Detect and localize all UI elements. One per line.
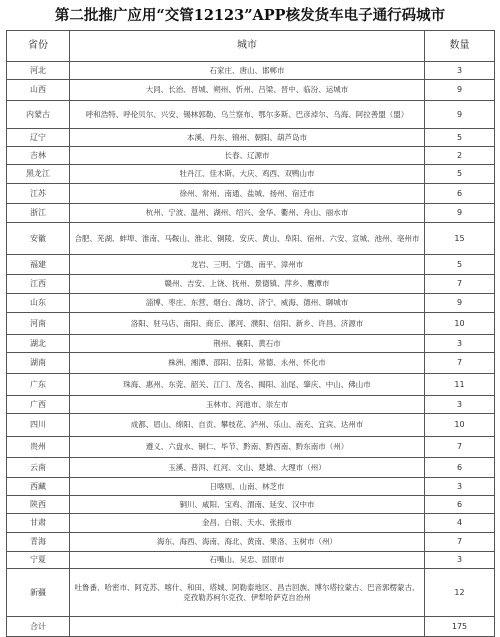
province-cell: 浙江 <box>7 204 70 223</box>
province-cell: 河北 <box>7 62 70 80</box>
cities-cell: 龙岩、三明、宁德、南平、漳州市 <box>70 255 425 275</box>
province-cell: 湖南 <box>7 353 70 374</box>
cities-cell: 牡丹江、佳木斯、大庆、鸡西、双鸭山市 <box>70 165 425 184</box>
table-row <box>7 514 495 533</box>
table-row <box>7 414 495 437</box>
cities-cell: 成都、眉山、绵阳、自贡、攀枝花、泸州、乐山、南充、宜宾、达州市 <box>70 414 425 437</box>
table-row <box>7 165 495 184</box>
province-cell: 福建 <box>7 255 70 275</box>
province-cell: 宁夏 <box>7 552 70 569</box>
table-row <box>7 223 495 255</box>
city-header: 城市 <box>70 31 425 62</box>
province-cell: 湖北 <box>7 335 70 353</box>
count-cell: 5 <box>425 165 495 184</box>
cities-cell: 大同、长治、晋城、朔州、忻州、吕梁、晋中、临汾、运城市 <box>70 80 425 101</box>
table-row <box>7 129 495 147</box>
table-row <box>7 374 495 396</box>
cities-cell: 吐鲁番、哈密市、阿克苏、喀什、和田、塔城、阿勒泰地区、昌吉回族、博尔塔拉蒙古、巴音郭楞蒙古、克孜勒苏柯尔克孜、伊犁哈萨克自治州 <box>70 569 425 617</box>
count-cell: 9 <box>425 101 495 129</box>
province-cell: 江西 <box>7 275 70 294</box>
cities-cell: 株洲、湘潭、邵阳、岳阳、常德、永州、怀化市 <box>70 353 425 374</box>
province-cell: 广东 <box>7 374 70 396</box>
table-row <box>7 458 495 478</box>
total-count: 175 <box>425 617 495 637</box>
table-row <box>7 496 495 514</box>
count-cell: 9 <box>425 204 495 223</box>
city-table <box>6 30 495 637</box>
count-cell: 4 <box>425 514 495 533</box>
table-body <box>7 62 495 617</box>
province-cell: 山东 <box>7 294 70 313</box>
total-label: 合计 <box>7 617 70 637</box>
province-cell: 贵州 <box>7 437 70 458</box>
count-cell: 3 <box>425 62 495 80</box>
table-row <box>7 275 495 294</box>
count-cell: 6 <box>425 496 495 514</box>
table-row <box>7 184 495 204</box>
table-row <box>7 80 495 101</box>
total-empty-cell <box>70 617 425 637</box>
cities-cell: 呼和浩特、呼伦贝尔、兴安、锡林郭勒、乌兰察布、鄂尔多斯、巴彦淖尔、乌海、阿拉善盟（盟） <box>70 101 425 129</box>
count-cell: 11 <box>425 374 495 396</box>
province-cell: 广西 <box>7 396 70 414</box>
table-row <box>7 255 495 275</box>
province-cell: 江苏 <box>7 184 70 204</box>
province-cell: 山西 <box>7 80 70 101</box>
count-cell: 9 <box>425 294 495 313</box>
cities-cell: 洛阳、驻马店、南阳、商丘、漯河、濮阳、信阳、新乡、许昌、济源市 <box>70 313 425 335</box>
count-cell: 7 <box>425 275 495 294</box>
table-row <box>7 147 495 165</box>
count-cell: 6 <box>425 184 495 204</box>
cities-cell: 荆州、襄阳、黄石市 <box>70 335 425 353</box>
count-cell: 3 <box>425 396 495 414</box>
cities-cell: 合肥、芜湖、蚌埠、淮南、马鞍山、淮北、铜陵、安庆、黄山、阜阳、宿州、六安、宣城、池州、亳州市 <box>70 223 425 255</box>
count-cell: 12 <box>425 569 495 617</box>
count-cell: 9 <box>425 80 495 101</box>
province-cell: 河南 <box>7 313 70 335</box>
count-cell: 5 <box>425 129 495 147</box>
table-row <box>7 437 495 458</box>
count-cell: 7 <box>425 437 495 458</box>
province-cell: 吉林 <box>7 147 70 165</box>
header-row <box>7 31 495 62</box>
table-row <box>7 569 495 617</box>
cities-cell: 赣州、吉安、上饶、抚州、景德镇、萍乡、鹰潭市 <box>70 275 425 294</box>
province-cell: 甘肃 <box>7 514 70 533</box>
count-cell: 2 <box>425 147 495 165</box>
province-header: 省份 <box>7 31 70 62</box>
cities-cell: 玉林市、河池市、崇左市 <box>70 396 425 414</box>
province-cell: 内蒙古 <box>7 101 70 129</box>
table-row <box>7 353 495 374</box>
cities-cell: 石嘴山、吴忠、固原市 <box>70 552 425 569</box>
cities-cell: 长春、辽源市 <box>70 147 425 165</box>
count-cell: 3 <box>425 335 495 353</box>
cities-cell: 日喀则、山南、林芝市 <box>70 478 425 496</box>
table-row <box>7 101 495 129</box>
count-cell: 5 <box>425 255 495 275</box>
province-cell: 陕西 <box>7 496 70 514</box>
table-row <box>7 62 495 80</box>
table-row <box>7 204 495 223</box>
province-cell: 辽宁 <box>7 129 70 147</box>
cities-cell: 杭州、宁波、温州、湖州、绍兴、金华、衢州、舟山、丽水市 <box>70 204 425 223</box>
province-cell: 安徽 <box>7 223 70 255</box>
province-cell: 黑龙江 <box>7 165 70 184</box>
count-cell: 10 <box>425 414 495 437</box>
province-cell: 青海 <box>7 533 70 552</box>
table-row <box>7 552 495 569</box>
table-row <box>7 335 495 353</box>
cities-cell: 徐州、常州、南通、盐城、扬州、宿迁市 <box>70 184 425 204</box>
count-cell: 7 <box>425 533 495 552</box>
table-row <box>7 396 495 414</box>
table-row <box>7 478 495 496</box>
cities-cell: 海东、海西、海南、海北、黄南、果洛、玉树市（州） <box>70 533 425 552</box>
cities-cell: 金昌、白银、天水、张掖市 <box>70 514 425 533</box>
document-title: 第二批推广应用“交管12123”APP核发货车电子通行码城市 <box>54 7 446 24</box>
table-row <box>7 294 495 313</box>
table-row <box>7 313 495 335</box>
cities-cell: 铜川、咸阳、宝鸡、渭南、延安、汉中市 <box>70 496 425 514</box>
count-cell: 10 <box>425 313 495 335</box>
count-cell: 15 <box>425 223 495 255</box>
cities-cell: 本溪、丹东、锦州、朝阳、葫芦岛市 <box>70 129 425 147</box>
total-row <box>7 617 495 637</box>
cities-cell: 遵义、六盘水、铜仁、毕节、黔南、黔西南、黔东南市（州） <box>70 437 425 458</box>
province-cell: 新疆 <box>7 569 70 617</box>
count-cell: 6 <box>425 458 495 478</box>
province-cell: 西藏 <box>7 478 70 496</box>
province-cell: 云南 <box>7 458 70 478</box>
cities-cell: 淄博、枣庄、东营、烟台、潍坊、济宁、威海、德州、聊城市 <box>70 294 425 313</box>
cities-cell: 玉溪、普洱、红河、文山、楚雄、大理市（州） <box>70 458 425 478</box>
cities-cell: 石家庄、唐山、邯郸市 <box>70 62 425 80</box>
count-header: 数量 <box>425 31 495 62</box>
count-cell: 3 <box>425 552 495 569</box>
province-cell: 四川 <box>7 414 70 437</box>
cities-cell: 珠海、惠州、东莞、韶关、江门、茂名、揭阳、汕尾、肇庆、中山、佛山市 <box>70 374 425 396</box>
count-cell: 3 <box>425 478 495 496</box>
table-row <box>7 533 495 552</box>
count-cell: 7 <box>425 353 495 374</box>
